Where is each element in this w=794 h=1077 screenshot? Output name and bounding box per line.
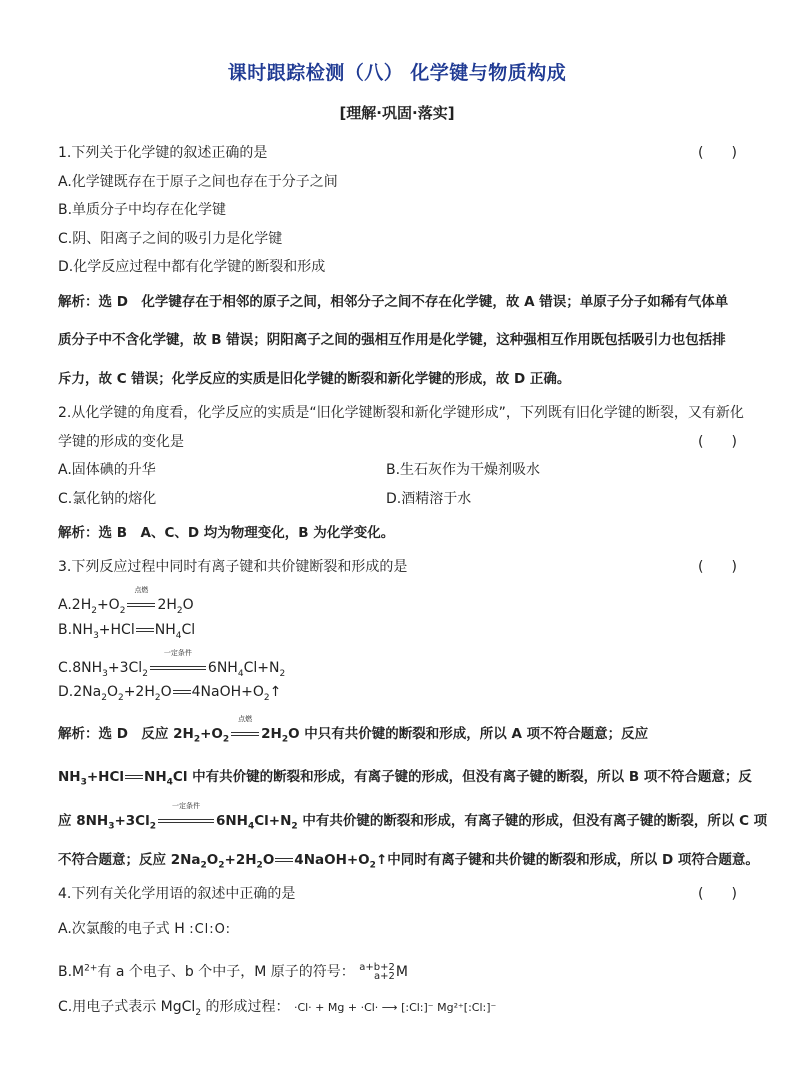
q1-analysis-line1: 解析：选 D 化学键存在于相邻的原子之间，相邻分子之间不存在化学键，故 A 错误；单原子分子如稀有气体单 [58, 294, 729, 310]
q4-stem: 4.下列有关化学用语的叙述中正确的是 [58, 886, 296, 902]
q2-option-b: B.生石灰作为干燥剂吸水 [386, 462, 541, 478]
q3-option-a: $A.2H_2+O_2$ 点燃 $2H_2O$ [58, 586, 194, 616]
section-heading: [理解·巩固·落实] [339, 104, 455, 122]
q3-analysis-line4: 不符合题意；反应 $2Na_2O_2+2H_2O$ $4NaOH+O_2↑$中同时有离子键和共价键的断裂和形成，所以 D 项符合题意。 [58, 852, 759, 871]
q4-option-b: $B.M^{2+}$有 a 个电子、b 个中子，M 原子的符号： a+b+2 a+2 M [58, 962, 408, 982]
equals-sign [125, 775, 143, 779]
q4-answer-blank: ( ) [698, 886, 737, 902]
q2-option-a: A.固体碘的升华 [58, 462, 156, 478]
q3-option-d: $D.2Na_2O_2+2H_2O$ $4NaOH+O_2↑$ [58, 684, 282, 703]
q3-analysis-line2: $NH_3+HCl$ $NH_4Cl$ 中有共价键的断裂和形成，有离子键的形成，但没有离子键的断裂，所以 B 项不符合题意；反 [58, 769, 752, 788]
equals-sign [275, 858, 293, 862]
q2-option-d: D.酒精溶于水 [386, 491, 472, 507]
reaction-arrow-ignite: 点燃 [231, 726, 259, 742]
q1-option-b: B.单质分子中均存在化学键 [58, 202, 227, 218]
q3-option-c: $C.8NH_3+3Cl_2$ 一定条件 $6NH_4Cl+N_2$ [58, 649, 286, 679]
electron-dot-formula: :Cl:O: [189, 922, 232, 937]
q2-option-c: C.氯化钠的熔化 [58, 491, 157, 507]
q1-analysis-line3: 斥力，故 C 错误；化学反应的实质是旧化学键的断裂和新化学键的形成，故 D 正确。 [58, 371, 571, 387]
q1-option-d: D.化学反应过程中都有化学键的断裂和形成 [58, 259, 326, 275]
q1-option-a: A.化学键既存在于原子之间也存在于分子之间 [58, 174, 338, 190]
q4-option-c: C.用电子式表示 MgCl$_2$ 的形成过程： ·Cl· + Mg + ·Cl· ⟶ [:Cl:]⁻ Mg²⁺[:Cl:]⁻ [58, 999, 497, 1018]
reaction-arrow-condition: 一定条件 [158, 813, 214, 829]
electron-dot-formation: ·Cl· + Mg + ·Cl· ⟶ [:Cl:]⁻ Mg²⁺[:Cl:]⁻ [293, 1001, 497, 1014]
q2-stem-line1: 2.从化学键的角度看，化学反应的实质是“旧化学键断裂和新化学键形成”，下列既有旧化学键的断裂，又有新化 [58, 405, 744, 421]
page-title: 课时跟踪检测（八） 化学键与物质构成 [227, 62, 567, 84]
equals-sign [173, 690, 191, 694]
q2-answer-blank: ( ) [698, 434, 737, 450]
q1-stem: 1.下列关于化学键的叙述正确的是 [58, 145, 268, 161]
q3-stem: 3.下列反应过程中同时有离子键和共价键断裂和形成的是 [58, 559, 408, 575]
equals-sign [136, 628, 154, 632]
q3-analysis-line1: 解析：选 D 反应 $2H_2+O_2$ 点燃 $2H_2O$ 中只有共价键的断裂和形成，所以 A 项不符合题意；反应 [58, 715, 649, 745]
q3-option-b: $B.NH_3+HCl$ $NH_4Cl$ [58, 622, 196, 641]
q2-analysis: 解析：选 B A、C、D 均为物理变化，B 为化学变化。 [58, 525, 395, 541]
reaction-arrow-condition: 一定条件 [150, 660, 206, 676]
q3-answer-blank: ( ) [698, 559, 737, 575]
q2-stem-line2: 学键的形成的变化是 [58, 434, 184, 450]
q3-analysis-line3: 应 $8NH_3+3Cl_2$ 一定条件 $6NH_4Cl+N_2$ 中有共价键的断裂和形成，有离子键的形成，但没有离子键的断裂，所以 C 项 [58, 802, 768, 832]
q1-option-c: C.阴、阳离子之间的吸引力是化学键 [58, 231, 283, 247]
reaction-arrow-ignite: 点燃 [127, 597, 155, 613]
q1-answer-blank: ( ) [698, 145, 737, 161]
q1-analysis-line2: 质分子中不含化学键，故 B 错误；阴阳离子之间的强相互作用是化学键，这种强相互作用既包括吸引力也包括排 [58, 332, 726, 348]
isotope-notation: a+b+2 a+2 [359, 962, 395, 982]
q4-option-a: A.次氯酸的电子式 H :Cl:O: [58, 921, 232, 937]
